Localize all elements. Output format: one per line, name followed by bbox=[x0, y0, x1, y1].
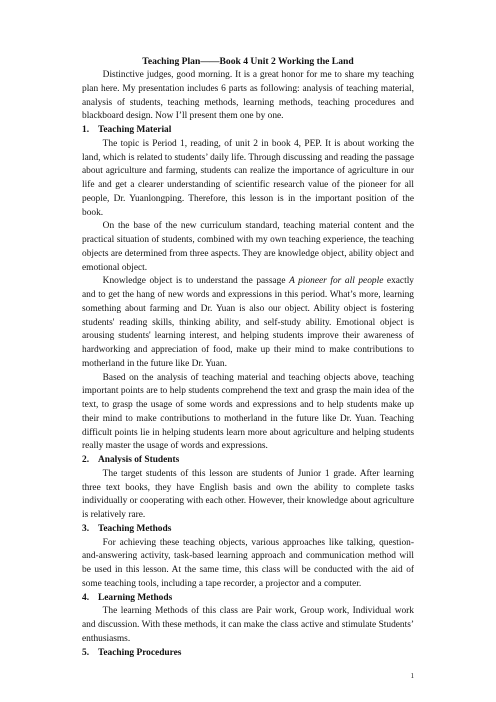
section-title: Learning Methods bbox=[98, 592, 173, 603]
document-title: Teaching Plan——Book 4 Unit 2 Working the Land bbox=[142, 56, 354, 67]
section-title: Teaching Methods bbox=[98, 523, 172, 534]
paragraph: Based on the analysis of teaching material and teaching objects above, teaching important points are to help students comprehend the text and grasp the main idea of the text, to grasp the usage of some words and expressions and to help students make up their mind to make contributions to motherland in the future like Dr. Yuan. Teaching difficult points lie in helping students learn more about agriculture and helping students really master the usage of words and expressions. bbox=[82, 372, 414, 452]
section-number: 4. bbox=[82, 592, 90, 603]
knowledge-object-paragraph bbox=[82, 275, 414, 371]
text-run: exactly and to get the hang of new words and expressions in this period. What’s more, learning something about farming and Dr. Yuan is also our object. Ability object is fostering students' reading skills, thinking ability, and self-study ability. Emotional object is arousing students' learning interest, and helping students improve their awareness of hardworking and appreciation of food, make up their mind to make contributions to motherland in the future like Dr. Yuan. bbox=[82, 276, 414, 369]
section-heading-analysis-of-students bbox=[82, 454, 414, 468]
section-number: 2. bbox=[82, 455, 90, 465]
paragraph: On the base of the new curriculum standard, teaching material content and the practical situation of students, combined with my own teaching experience, the teaching objects are determined from three aspects. They are knowledge object, ability object and emotional object. bbox=[82, 221, 414, 273]
page-number: 1 bbox=[410, 672, 414, 680]
section-heading-teaching-material bbox=[82, 124, 414, 138]
text-run: Knowledge object is to understand the passage bbox=[102, 276, 290, 287]
paragraph: The target students of this lesson are students of Junior 1 grade. After learning three text books, they have English basis and own the ability to complete tasks individually or cooperating with each other. However, their knowledge about agriculture is relatively rare. bbox=[82, 468, 414, 520]
paragraph: The topic is Period 1, reading, of unit 2 in book 4, PEP. It is about working the land, which is related to students’ daily life. Through discussing and reading the passage about agriculture and farming, students can realize the importance of agriculture in our life and get a clearer understanding of scientific research value of the pioneer for all people, Dr. Yuanlongping. Therefore, this lesson is in the important position of the book. bbox=[82, 138, 414, 218]
section-heading-teaching-procedures bbox=[82, 647, 414, 661]
section-heading-learning-methods bbox=[82, 592, 414, 606]
section-title: Teaching Material bbox=[98, 125, 172, 135]
section-number: 5. bbox=[82, 647, 90, 658]
section-number: 3. bbox=[82, 523, 90, 534]
section-heading-teaching-methods bbox=[82, 523, 414, 537]
paragraph: The learning Methods of this class are Pair work, Group work, Individual work and discussion. With these methods, it can make the class active and stimulate Students’ enthusiasms. bbox=[82, 606, 414, 644]
passage-title: A pioneer for all people bbox=[289, 276, 384, 287]
section-title: Teaching Procedures bbox=[98, 647, 182, 658]
paragraph: For achieving these teaching objects, various approaches like talking, question-and-answering activity, task-based learning approach and communication method will be used in this lesson. At the same time, this class will be conducted with the aid of some teaching tools, including a tape recorder, a projector and a computer. bbox=[82, 537, 414, 589]
section-number: 1. bbox=[82, 125, 90, 135]
intro-paragraph: Distinctive judges, good morning. It is a great honor for me to share my teaching plan here. My presentation includes 6 parts as following: analysis of teaching material, analysis of students, teaching methods, learning methods, teaching procedures and blackboard design. Now I’ll present them one by one. bbox=[82, 70, 414, 122]
section-title: Analysis of Students bbox=[98, 455, 180, 465]
